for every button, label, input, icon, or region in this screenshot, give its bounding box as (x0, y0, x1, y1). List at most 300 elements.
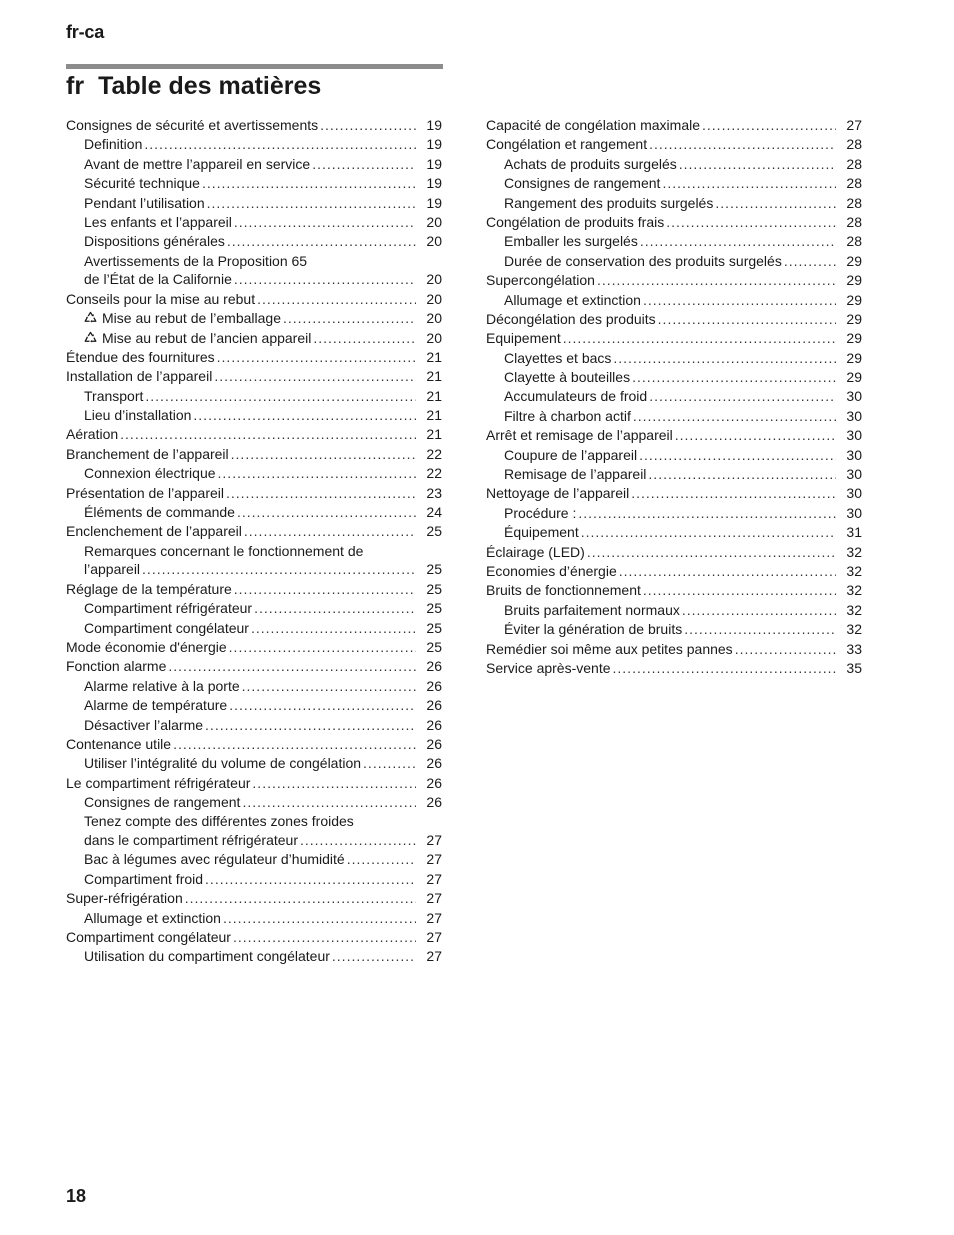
toc-entry (486, 640, 862, 659)
toc-entry-label: Filtre à charbon actif (504, 407, 631, 424)
toc-entry (66, 657, 442, 676)
toc-entry-text (84, 677, 240, 696)
toc-entry-text (66, 445, 229, 464)
toc-page-number: 32 (846, 601, 862, 618)
title-rule (66, 64, 443, 69)
toc-entry-label: Mode économie d'énergie (66, 638, 227, 655)
toc-page-number: 19 (426, 175, 442, 192)
dot-leader (214, 367, 416, 386)
toc-entry (66, 947, 442, 966)
toc-entry-label: Consignes de rangement (504, 175, 661, 192)
toc-entry-label: Sécurité technique (84, 175, 200, 192)
toc-page-number: 27 (426, 851, 442, 868)
toc-entry-text (486, 310, 656, 329)
toc-entry (486, 135, 862, 154)
toc-entry (66, 580, 442, 599)
toc-entry-label: Compartiment froid (84, 870, 204, 887)
toc-entry-label: Bruits parfaitement normaux (504, 601, 680, 618)
toc-page-number: 29 (846, 310, 862, 327)
toc-entry (66, 677, 442, 696)
toc-entry-text (84, 909, 221, 928)
toc-right-column (486, 116, 862, 678)
toc-entry-label: Supercongélation (486, 272, 595, 289)
toc-entry-text (486, 640, 733, 659)
dot-leader (587, 543, 836, 562)
toc-page-number: 26 (426, 677, 442, 694)
toc-entry-text (66, 290, 255, 309)
dot-leader (675, 426, 836, 445)
dot-leader (254, 599, 416, 618)
toc-entry (66, 445, 442, 464)
toc-entry-label: Nettoyage de l’appareil (486, 485, 630, 502)
toc-entry-text (66, 580, 232, 599)
toc-entry-text (66, 116, 318, 135)
toc-entry (66, 213, 442, 232)
dot-leader (581, 523, 836, 542)
toc-entry-text (84, 793, 240, 812)
toc-entry-text (504, 407, 631, 426)
toc-entry-label: Consignes de rangement (84, 794, 241, 811)
toc-page-number: 21 (426, 407, 442, 424)
toc-entry (486, 601, 862, 620)
toc-page-number: 29 (846, 272, 862, 289)
dot-leader (631, 484, 836, 503)
toc-entry (66, 812, 442, 850)
toc-entry-text (84, 947, 330, 966)
toc-page-number: 33 (846, 640, 862, 657)
toc-entry-text (504, 194, 713, 213)
dot-leader (649, 387, 836, 406)
toc-entry (486, 368, 862, 387)
dot-leader (332, 947, 416, 966)
toc-entry (66, 406, 442, 425)
dot-leader (234, 580, 416, 599)
toc-entry-label: Mise au rebut de l’ancien appareil (102, 329, 312, 346)
toc-entry (486, 310, 862, 329)
toc-entry-label: Alarme relative à la porte (84, 677, 240, 694)
toc-entry-text-line1: Remarques concernant le fonctionnement de (84, 542, 364, 559)
toc-entry-label: Emballer les surgelés (504, 233, 638, 250)
toc-page-number: 25 (426, 600, 442, 617)
toc-page-number: 22 (426, 445, 442, 462)
toc-entry (66, 793, 442, 812)
toc-entry-label: Capacité de congélation maximale (486, 117, 701, 133)
toc-entry-label: Bruits de fonctionnement (486, 582, 641, 599)
toc-entry-text (66, 367, 212, 386)
toc-entry (66, 135, 442, 154)
toc-entry-text (504, 252, 782, 271)
toc-entry (486, 620, 862, 639)
toc-entry (486, 271, 862, 290)
dot-leader (173, 735, 416, 754)
toc-entry-label: Arrêt et remisage de l’appareil (486, 427, 673, 444)
dot-leader (702, 116, 836, 135)
dot-leader (649, 135, 836, 154)
toc-entry-label: Transport (84, 387, 144, 404)
toc-entry-label: Pendant l’utilisation (84, 194, 205, 211)
toc-entry-label: Service après-vente (486, 659, 611, 676)
toc-entry-text (84, 599, 252, 618)
dot-leader (613, 349, 836, 368)
toc-page-number: 19 (426, 136, 442, 153)
toc-page-number: 29 (846, 291, 862, 308)
toc-entry (66, 174, 442, 193)
toc-page-number: 20 (426, 329, 442, 346)
toc-entry-text (504, 368, 630, 387)
toc-entry (486, 155, 862, 174)
toc-entry-label: Fonction alarme (66, 658, 167, 675)
dot-leader (666, 213, 836, 232)
dot-leader (679, 155, 836, 174)
toc-entry (66, 928, 442, 947)
toc-entry (486, 562, 862, 581)
toc-page-number: 31 (846, 524, 862, 541)
toc-entry (486, 232, 862, 251)
toc-page-number: 26 (426, 755, 442, 772)
toc-entry-text (84, 309, 281, 328)
dot-leader (242, 793, 416, 812)
toc-entry-label: Compartiment réfrigérateur (84, 600, 253, 617)
toc-entry (486, 291, 862, 310)
toc-entry (66, 155, 442, 174)
dot-leader (684, 620, 836, 639)
toc-entry (486, 194, 862, 213)
dot-leader (283, 309, 416, 328)
toc-entry-text (84, 464, 216, 483)
toc-entry-text (66, 928, 231, 947)
toc-page-number: 21 (426, 368, 442, 385)
toc-entry (486, 426, 862, 445)
toc-entry-label: Contenance utile (66, 735, 172, 752)
toc-entry-text (504, 601, 680, 620)
toc-entry-label: Utiliser l’intégralité du volume de congélation (84, 755, 362, 772)
dot-leader (144, 135, 416, 154)
toc-entry-label: Installation de l’appareil (66, 368, 213, 385)
toc-entry-label: Economies d’énergie (486, 562, 617, 579)
toc-entry-label: Durée de conservation des produits surgelés (504, 252, 782, 269)
toc-entry (486, 659, 862, 678)
toc-entry (486, 446, 862, 465)
toc-entry-label: Éléments de commande (84, 504, 235, 521)
dot-leader (229, 696, 416, 715)
toc-entry (486, 116, 862, 135)
toc-entry-text (504, 504, 576, 523)
toc-entry-label: Bac à légumes avec régulateur d’humidité (84, 851, 345, 868)
toc-entry (486, 174, 862, 193)
toc-page-number: 29 (846, 349, 862, 366)
dot-leader (578, 504, 836, 523)
dot-leader (223, 909, 416, 928)
toc-entry-label: Compartiment congélateur (84, 619, 249, 636)
toc-entry-label: Branchement de l’appareil (66, 445, 229, 462)
toc-page-number: 27 (846, 117, 862, 133)
toc-entry-text (84, 696, 227, 715)
toc-page-number: 35 (846, 659, 862, 676)
toc-entry-text (84, 619, 249, 638)
toc-entry (486, 349, 862, 368)
toc-page-number: 25 (426, 561, 442, 578)
toc-entry (66, 735, 442, 754)
toc-entry-text (66, 638, 227, 657)
toc-entry-label: Mise au rebut de l’emballage (102, 310, 281, 327)
toc-entry (66, 329, 442, 348)
dot-leader (231, 445, 416, 464)
toc-page-number: 24 (426, 504, 442, 521)
toc-entry (66, 542, 442, 580)
toc-page-number: 28 (846, 136, 862, 153)
toc-entry-text (486, 135, 647, 154)
dot-leader (639, 446, 836, 465)
toc-entry-text (486, 116, 700, 135)
toc-entry (66, 522, 442, 541)
toc-entry (486, 543, 862, 562)
toc-page-number: 28 (846, 175, 862, 192)
toc-entry-text (66, 484, 224, 503)
dot-leader (563, 329, 836, 348)
toc-page-number: 27 (426, 832, 442, 849)
toc-entry (66, 850, 442, 869)
toc-entry-label: Lieu d’installation (84, 407, 192, 424)
toc-entry (66, 696, 442, 715)
dot-leader (613, 659, 836, 678)
dot-leader (242, 677, 416, 696)
toc-entry (486, 252, 862, 271)
page-title (66, 72, 321, 101)
toc-entry-text (504, 387, 647, 406)
toc-entry-text (84, 870, 203, 889)
toc-entry-text (504, 349, 611, 368)
toc-entry-text (486, 213, 664, 232)
toc-left-column (66, 116, 442, 967)
toc-entry-text (84, 213, 232, 232)
toc-entry-label: Allumage et extinction (84, 909, 221, 926)
toc-entry-label: dans le compartiment réfrigérateur (84, 832, 298, 849)
toc-entry (66, 870, 442, 889)
dot-leader (640, 232, 836, 251)
toc-entry-text (84, 174, 200, 193)
toc-entry-text (504, 465, 646, 484)
recycle-icon (84, 311, 97, 324)
dot-leader (120, 425, 416, 444)
toc-entry (486, 484, 862, 503)
toc-entry-text (84, 560, 140, 579)
toc-entry (66, 252, 442, 290)
toc-entry-text (504, 523, 579, 542)
toc-page-number: 26 (426, 658, 442, 675)
toc-entry (66, 889, 442, 908)
toc-entry-text (66, 889, 183, 908)
toc-entry-text (486, 562, 617, 581)
toc-entry (486, 213, 862, 232)
toc-entry (66, 387, 442, 406)
toc-entry (66, 599, 442, 618)
toc-entry-text (84, 387, 143, 406)
toc-page-number: 28 (846, 155, 862, 172)
toc-page-number: 25 (426, 580, 442, 597)
toc-entry-text (84, 716, 203, 735)
toc-entry-text (84, 831, 298, 850)
dot-leader (363, 754, 416, 773)
toc-page-number: 25 (426, 619, 442, 636)
toc-page-number: 27 (426, 909, 442, 926)
toc-entry-label: Consignes de sécurité et avertissements (66, 117, 319, 133)
dot-leader (735, 640, 836, 659)
toc-entry-label: Dispositions générales (84, 233, 225, 250)
toc-entry-label: Avant de mettre l’appareil en service (84, 155, 311, 172)
dot-leader (597, 271, 836, 290)
toc-page-number: 21 (426, 426, 442, 443)
toc-page-number: 30 (846, 466, 862, 483)
toc-entry-label: Conseils pour la mise au rebut (66, 290, 256, 307)
dot-leader (234, 213, 416, 232)
toc-page-number: 27 (426, 929, 442, 946)
toc-entry-label: Remédier soi même aux petites pannes (486, 640, 733, 657)
toc-entry (486, 387, 862, 406)
dot-leader (193, 406, 416, 425)
toc-entry-label: Enclenchement de l’appareil (66, 523, 242, 540)
toc-entry-label: Étendue des fournitures (66, 348, 215, 365)
dot-leader (251, 619, 416, 638)
toc-page-number: 19 (426, 194, 442, 211)
toc-page-number: 21 (426, 387, 442, 404)
toc-entry-text-line1: Tenez compte des différentes zones froides (84, 813, 354, 830)
toc-entry-label: Equipement (486, 330, 561, 347)
toc-entry (486, 465, 862, 484)
toc-page-number: 30 (846, 446, 862, 463)
toc-entry-label: Coupure de l’appareil (504, 446, 638, 463)
toc-entry-text (504, 291, 641, 310)
toc-entry-label: Compartiment congélateur (66, 929, 231, 946)
toc-entry (66, 754, 442, 773)
toc-entry-text (84, 754, 361, 773)
toc-entry-text (504, 155, 677, 174)
dot-leader (229, 638, 416, 657)
dot-leader (244, 522, 416, 541)
dot-leader (312, 155, 416, 174)
toc-page-number: 26 (426, 697, 442, 714)
dot-leader (313, 329, 416, 348)
toc-entry-label: Désactiver l’alarme (84, 716, 204, 733)
toc-entry (486, 504, 862, 523)
dot-leader (252, 774, 416, 793)
toc-entry-label: Utilisation du compartiment congélateur (84, 948, 330, 965)
toc-entry-text (486, 426, 673, 445)
toc-entry-text (66, 348, 215, 367)
toc-entry-text (84, 270, 232, 289)
toc-entry (66, 116, 442, 135)
toc-entry-label: Les enfants et l’appareil (84, 213, 232, 230)
toc-entry (66, 290, 442, 309)
title-text: Table des matières (98, 72, 322, 100)
toc-entry-label: Rangement des produits surgelés (504, 194, 714, 211)
dot-leader (619, 562, 836, 581)
toc-page-number: 26 (426, 716, 442, 733)
dot-leader (205, 716, 416, 735)
dot-leader (142, 560, 416, 579)
toc-entry-text (486, 543, 585, 562)
toc-page-number: 27 (426, 890, 442, 907)
dot-leader (205, 870, 416, 889)
dot-leader (682, 601, 836, 620)
page-number: 18 (66, 1186, 87, 1206)
toc-page-number: 27 (426, 948, 442, 965)
toc-entry-label: Le compartiment réfrigérateur (66, 774, 251, 791)
toc-entry-text (66, 735, 171, 754)
toc-entry-text (66, 657, 166, 676)
toc-entry-text (504, 446, 637, 465)
toc-page-number: 26 (426, 794, 442, 811)
toc-entry-label: Super-réfrigération (66, 890, 183, 907)
dot-leader (643, 581, 836, 600)
toc-entry-label: Congélation et rangement (486, 136, 648, 153)
toc-entry (66, 348, 442, 367)
toc-page-number: 28 (846, 213, 862, 230)
dot-leader (257, 290, 416, 309)
toc-entry-label: Éclairage (LED) (486, 543, 585, 560)
toc-entry-label: Congélation de produits frais (486, 213, 665, 230)
dot-leader (643, 291, 836, 310)
toc-page-number: 30 (846, 427, 862, 444)
toc-entry-label: Présentation de l’appareil (66, 484, 224, 501)
toc-page-number: 32 (846, 562, 862, 579)
toc-entry-text (66, 774, 250, 793)
dot-leader (648, 465, 836, 484)
toc-entry-text (486, 484, 629, 503)
dot-leader (715, 194, 836, 213)
toc-page-number: 32 (846, 543, 862, 560)
title-language-code: fr (66, 72, 85, 100)
toc-page-number: 20 (426, 213, 442, 230)
toc-entry-text (84, 135, 142, 154)
toc-page-number: 21 (426, 348, 442, 365)
dot-leader (632, 368, 836, 387)
toc-page-number: 19 (426, 155, 442, 172)
toc-page-number: 30 (846, 388, 862, 405)
dot-leader (320, 116, 416, 135)
toc-entry-label: Décongélation des produits (486, 310, 656, 327)
toc-entry (66, 194, 442, 213)
toc-entry-label: Allumage et extinction (504, 291, 641, 308)
toc-page-number: 26 (426, 735, 442, 752)
dot-leader (217, 348, 416, 367)
toc-entry-label: de l’État de la Californie (84, 271, 232, 288)
toc-entry (66, 774, 442, 793)
dot-leader (226, 484, 416, 503)
dot-leader (300, 831, 416, 850)
toc-entry-label: Accumulateurs de froid (504, 388, 648, 405)
dot-leader (237, 503, 416, 522)
toc-entry-text (486, 659, 611, 678)
toc-page-number: 29 (846, 330, 862, 347)
recycle-icon (84, 331, 97, 344)
toc-entry-label: Alarme de température (84, 697, 228, 714)
toc-entry-label: Procédure : (504, 504, 577, 521)
toc-entry-label: Definition (84, 136, 143, 153)
toc-page-number: 28 (846, 194, 862, 211)
toc-entry-text (84, 329, 311, 348)
toc-entry (66, 367, 442, 386)
toc-page-number: 19 (426, 117, 442, 133)
toc-entry-label: Connexion électrique (84, 465, 216, 482)
toc-page-number: 30 (846, 504, 862, 521)
toc-entry-label: Aération (66, 426, 119, 443)
toc-entry-text (84, 155, 310, 174)
toc-page-number: 20 (426, 233, 442, 250)
toc-entry (66, 503, 442, 522)
toc-entry-text (504, 620, 682, 639)
toc-entry (486, 407, 862, 426)
toc-entry (66, 619, 442, 638)
